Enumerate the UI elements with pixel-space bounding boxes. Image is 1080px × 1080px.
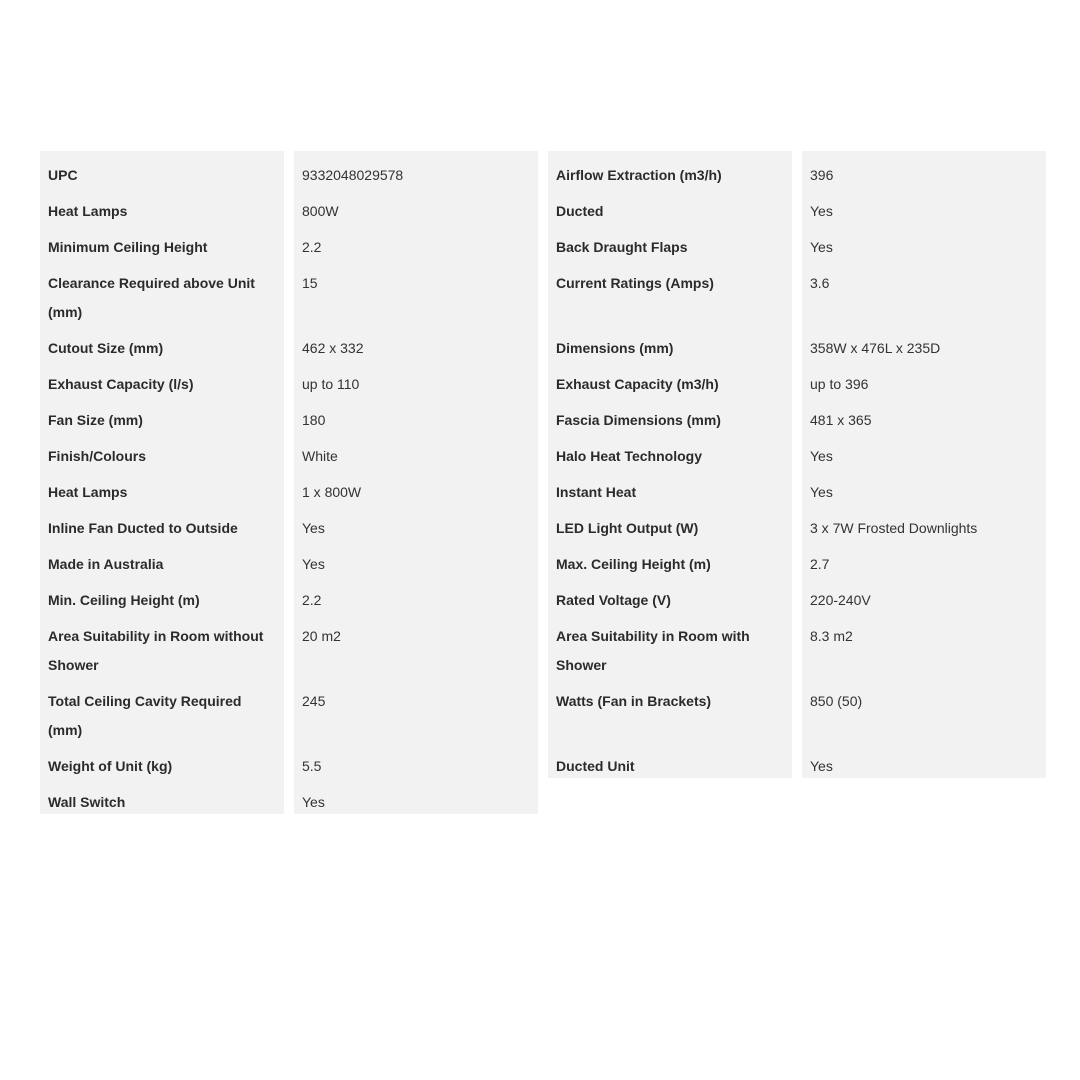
empty-cell: [802, 778, 1046, 814]
spec-label: Fascia Dimensions (mm): [548, 396, 792, 432]
empty-cell: [548, 778, 792, 814]
spec-label: Current Ratings (Amps): [548, 259, 792, 324]
spec-label: Area Suitability in Room with Shower: [548, 612, 792, 677]
spec-value: Yes: [802, 742, 1046, 778]
spec-value: 15: [294, 259, 538, 324]
spec-value: up to 396: [802, 360, 1046, 396]
spec-label: Finish/Colours: [40, 432, 284, 468]
spec-value: 245: [294, 677, 538, 742]
spec-value: Yes: [802, 432, 1046, 468]
spec-label: Back Draught Flaps: [548, 223, 792, 259]
spec-value: White: [294, 432, 538, 468]
spec-value: 20 m2: [294, 612, 538, 677]
spec-value: 800W: [294, 187, 538, 223]
spec-label: Watts (Fan in Brackets): [548, 677, 792, 742]
spec-value: Yes: [294, 540, 538, 576]
spec-value: 3 x 7W Frosted Downlights: [802, 504, 1046, 540]
spec-value: up to 110: [294, 360, 538, 396]
spec-value: 1 x 800W: [294, 468, 538, 504]
spec-label: Instant Heat: [548, 468, 792, 504]
spec-label: Made in Australia: [40, 540, 284, 576]
spec-value: Yes: [294, 504, 538, 540]
spec-label: Ducted Unit: [548, 742, 792, 778]
spec-label: UPC: [40, 151, 284, 187]
spec-label: Fan Size (mm): [40, 396, 284, 432]
spec-label: Heat Lamps: [40, 468, 284, 504]
spec-value: Yes: [802, 223, 1046, 259]
spec-value: 2.2: [294, 223, 538, 259]
spec-value: 5.5: [294, 742, 538, 778]
spec-value: 180: [294, 396, 538, 432]
spec-value: 2.2: [294, 576, 538, 612]
spec-value: 358W x 476L x 235D: [802, 324, 1046, 360]
spec-label: Exhaust Capacity (m3/h): [548, 360, 792, 396]
spec-value: 396: [802, 151, 1046, 187]
spec-label: Wall Switch: [40, 778, 284, 814]
spec-label: Weight of Unit (kg): [40, 742, 284, 778]
spec-label: Minimum Ceiling Height: [40, 223, 284, 259]
spec-label: Heat Lamps: [40, 187, 284, 223]
spec-value: 9332048029578: [294, 151, 538, 187]
spec-label: Cutout Size (mm): [40, 324, 284, 360]
spec-value: 8.3 m2: [802, 612, 1046, 677]
spec-label: Exhaust Capacity (l/s): [40, 360, 284, 396]
spec-label: Rated Voltage (V): [548, 576, 792, 612]
spec-label: Airflow Extraction (m3/h): [548, 151, 792, 187]
spec-value: 2.7: [802, 540, 1046, 576]
spec-label: Min. Ceiling Height (m): [40, 576, 284, 612]
spec-label: Clearance Required above Unit (mm): [40, 259, 284, 324]
spec-label: LED Light Output (W): [548, 504, 792, 540]
spec-label: Dimensions (mm): [548, 324, 792, 360]
spec-label: Ducted: [548, 187, 792, 223]
spec-value: 462 x 332: [294, 324, 538, 360]
spec-label: Max. Ceiling Height (m): [548, 540, 792, 576]
spec-label: Total Ceiling Cavity Required (mm): [40, 677, 284, 742]
spec-value: 3.6: [802, 259, 1046, 324]
spec-value: 850 (50): [802, 677, 1046, 742]
spec-label: Halo Heat Technology: [548, 432, 792, 468]
specifications-table: [40, 161, 1048, 814]
spec-value: 220-240V: [802, 576, 1046, 612]
spec-value: 481 x 365: [802, 396, 1046, 432]
spec-value: Yes: [802, 187, 1046, 223]
spec-label: Area Suitability in Room without Shower: [40, 612, 284, 677]
spec-label: Inline Fan Ducted to Outside: [40, 504, 284, 540]
spec-value: Yes: [294, 778, 538, 814]
spec-value: Yes: [802, 468, 1046, 504]
